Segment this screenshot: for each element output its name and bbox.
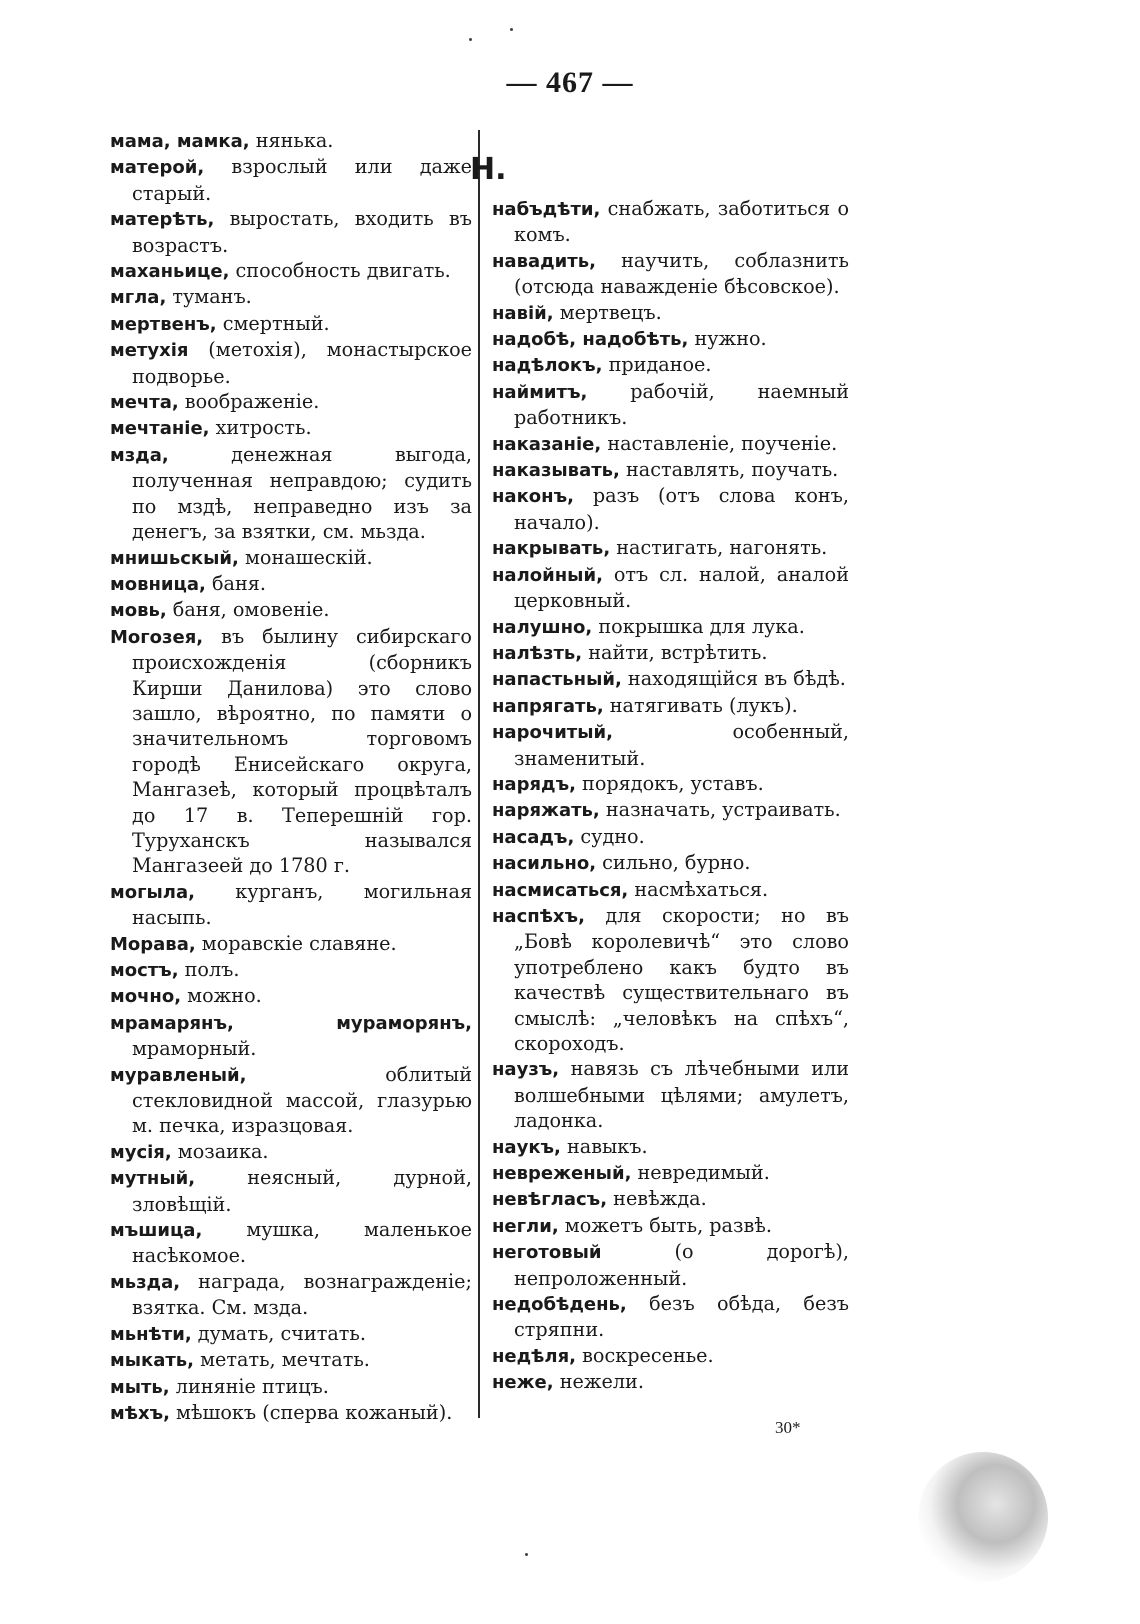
entry-definition: сильно, бурно. [596,851,751,875]
entry-definition: снабжать, заботиться о комъ. [514,197,849,247]
dictionary-entry [110,931,472,957]
dictionary-entry [492,1186,849,1212]
entry-headword: накрывать, [492,538,611,560]
entry-headword: насильно, [492,853,597,875]
entry-headword: наймитъ, [492,381,588,403]
entry-definition: метать, мечтать. [194,1348,370,1372]
dictionary-entry [492,877,849,903]
entry-headword: навадить, [492,250,596,272]
dictionary-entry [110,311,472,337]
entry-definition: способность двигать. [229,259,451,283]
dictionary-entry [492,431,849,457]
entry-headword: мъшица, [110,1220,203,1242]
entry-headword: надѣлокъ, [492,355,603,377]
dictionary-entry [110,389,472,415]
dictionary-entry [110,1165,472,1217]
entry-definition: награда, вознагражденіе; взятка. См. мзда. [132,1269,472,1320]
dictionary-entry [492,535,849,561]
entry-headword: мьзда, [110,1271,181,1293]
entry-headword: мечтаніе, [110,418,210,440]
entry-definition: особенный, знаменитый. [514,720,849,770]
dictionary-entry [492,1056,849,1133]
dictionary-entry [492,562,849,614]
right-column [470,130,849,1396]
entry-headword: могыла, [110,881,195,903]
entry-headword: нарядъ, [492,773,576,795]
entry-definition: невредимый. [631,1161,770,1185]
entry-definition: разъ (отъ слова конъ, начало). [514,484,849,534]
entry-definition: денежная выгода, полученная неправдою; судить по мздѣ, неправедно изъ за денегъ, за взятки, см. мьзда. [132,442,472,544]
page-number: — 467 — [506,66,634,99]
entry-definition: находящійся въ бѣдѣ. [621,667,846,691]
entry-headword: Морава, [110,933,196,955]
entry-definition: полъ. [178,958,240,981]
dictionary-entry [492,824,849,850]
entry-headword: мусія, [110,1141,172,1163]
entry-headword: мовница, [110,573,206,595]
entry-headword: недобѣдень, [492,1294,627,1316]
entry-definition: воскресенье. [576,1343,714,1367]
dictionary-entry [110,597,472,623]
footer-signature: 30* [775,1418,801,1437]
entry-headword: мыть, [110,1376,170,1398]
dictionary-entry [110,1374,472,1400]
entry-definition: порядокъ, уставъ. [575,771,764,795]
entry-definition: хитрость. [209,416,312,440]
entry-headword: мгла, [110,287,167,309]
entry-headword: Могозея, [110,626,204,648]
entry-headword: мечта, [110,392,179,414]
entry-definition: монашескій. [238,545,373,569]
entry-definition: нужно. [688,327,767,351]
entry-definition: покрышка для лука. [592,614,805,638]
dictionary-entry [492,1291,849,1343]
entry-headword: неготовый [492,1242,602,1264]
dictionary-entry [492,248,849,300]
dictionary-entry [110,415,472,441]
entry-definition: неясный, дурной, зловѣщій. [132,1166,472,1216]
entry-definition: навязь съ лѣчебными или волшебными цѣлями; амулетъ, ладонка. [514,1057,849,1133]
dictionary-entry [110,957,472,983]
entry-headword: наспѣхъ, [492,905,585,927]
entry-definition: навыкъ. [560,1134,648,1158]
entry-definition: (метохія), монастырское подворье. [132,338,472,388]
entry-definition: думать, считать. [191,1321,366,1345]
entry-definition: приданое. [602,353,712,377]
entry-definition: наставлять, поучать. [619,458,839,482]
column-divider [478,130,480,1418]
dictionary-entry [492,379,849,431]
entry-headword: мнишьскый, [110,547,239,569]
entry-definition: воображеніе. [178,390,320,414]
entry-definition: безъ обѣда, безъ стряпни. [514,1292,849,1342]
entry-headword: напрягать, [492,695,604,717]
dictionary-entry [492,300,849,326]
dictionary-entry [492,1343,849,1369]
entry-headword: мовь, [110,600,167,622]
entry-headword: неже, [492,1372,554,1394]
entry-headword: мочно, [110,986,182,1008]
entry-headword: наузъ, [492,1059,560,1081]
entry-headword: матерой, [110,157,205,179]
entry-headword: мьнѣти, [110,1323,192,1345]
entry-definition: линяніе птицъ. [169,1374,329,1398]
entry-definition: назначать, устраивать. [599,798,841,822]
entry-headword: наряжать, [492,800,600,822]
entry-headword: мзда, [110,444,169,466]
dictionary-entry [492,903,849,1056]
entry-definition: насмѣхаться. [628,877,769,901]
dictionary-entry [492,1369,849,1395]
entry-definition: баня. [205,571,266,595]
entry-headword: метухія [110,340,189,362]
entry-headword: недѣля, [492,1345,577,1367]
entry-definition: въ былину сибирскаго происхожденія (сборникъ Кирши Данилова) это слово зашло, вѣроятно, по памяти о значительномъ торговомъ городѣ Енисейскаго округа, Мангазеѣ, который процвѣталъ до 17 в. Теперешній гор. Туруханскъ назывался Мангазеей до 1780 г. [132,624,472,878]
entry-definition: туманъ. [166,285,252,309]
entry-headword: мутный, [110,1168,196,1190]
entry-definition: баня, омовеніе. [166,598,330,622]
dictionary-entry [492,771,849,797]
dictionary-entry [492,1239,849,1291]
speck [525,1553,528,1556]
entry-definition: судно. [574,824,645,848]
entry-headword: надобѣ, надобѣть, [492,329,689,351]
entry-definition: смертный. [216,311,330,335]
dictionary-entry [110,624,472,879]
entry-definition: найти, встрѣтить. [582,640,768,664]
dictionary-entry [110,1217,472,1269]
dictionary-entry [110,545,472,571]
dictionary-entry [492,797,849,823]
dictionary-entry [110,258,472,284]
entry-definition: моравскіе славяне. [195,931,397,955]
entry-headword: набъдѣти, [492,199,601,220]
dictionary-entry [492,693,849,719]
page-smudge [918,1452,1048,1582]
entry-definition: мраморный. [132,1037,257,1061]
entry-headword: навій, [492,302,554,324]
dictionary-entry [492,1213,849,1239]
dictionary-entry [492,719,849,771]
entry-headword: наукъ, [492,1136,561,1158]
entry-definition: курганъ, могильная насыпь. [132,879,472,930]
entry-headword: мѣхъ, [110,1402,170,1424]
entry-headword: насмисаться, [492,879,629,901]
entry-definition: мушка, маленькое насѣкомое. [132,1218,472,1268]
entry-definition: можно. [181,984,262,1008]
entry-headword: налойный, [492,564,603,586]
entry-headword: наконъ, [492,486,574,508]
dictionary-entry [110,1010,472,1062]
dictionary-entry [110,442,472,545]
entry-headword: муравленый, [110,1064,247,1086]
entry-headword: налушно, [492,616,593,638]
dictionary-entry [110,1347,472,1373]
entry-headword: мрамарянъ, мураморянъ, [110,1012,472,1034]
dictionary-entry [492,640,849,666]
dictionary-entry [492,457,849,483]
dictionary-entry [492,1160,849,1186]
entry-definition: наставленіе, поученіе. [601,431,838,455]
entry-headword: невѣгласъ, [492,1189,608,1211]
dictionary-entry [110,284,472,310]
dictionary-entry [110,983,472,1009]
entry-definition: мозаика. [171,1139,269,1163]
entry-definition: научить, соблазнить (отсюда наважденіе бѣсовское). [514,248,849,299]
entry-definition: выростать, входить въ возрастъ. [132,207,472,257]
dictionary-entry [110,154,472,206]
dictionary-entry [110,1269,472,1321]
dictionary-entry [492,850,849,876]
dictionary-entry [492,326,849,352]
dictionary-entry [492,1134,849,1160]
entry-definition: для скорости; но въ „Бовѣ королевичѣ“ это слово употреблено какъ будто въ качествѣ существительнаго въ смыслѣ: „человѣкъ на спѣхъ“, скороходъ. [514,903,849,1055]
dictionary-entry [110,1321,472,1347]
speck [469,38,472,41]
entry-headword: налѣзть, [492,642,583,664]
entry-headword: негли, [492,1215,559,1237]
entry-headword: мостъ, [110,960,179,981]
dictionary-entry [110,571,472,597]
entry-headword: нарочитый, [492,722,613,744]
entry-headword: матерѣть, [110,209,215,231]
dictionary-entry [492,352,849,378]
entry-headword: невреженый, [492,1163,632,1185]
dictionary-entry [110,1139,472,1165]
dictionary-entry [492,614,849,640]
entry-definition: настигать, нагонять. [610,536,828,560]
entry-definition: нянька. [249,129,334,152]
entry-definition: натягивать (лукъ). [603,693,798,717]
entry-definition: нежели. [553,1370,644,1394]
entry-definition: можетъ быть, развѣ. [558,1213,772,1237]
entry-definition: облитый стекловидной массой, глазурью м. печка, изразцовая. [132,1062,472,1138]
entry-definition: мѣшокъ (сперва кожаный). [169,1400,453,1424]
entry-definition: невѣжда. [607,1187,707,1211]
dictionary-entry [110,206,472,258]
section-heading: Н. [470,152,507,187]
entry-headword: маханьице, [110,261,230,283]
speck [510,28,513,31]
left-column [110,128,472,1426]
entry-definition: (о дорогѣ), непроложенный. [514,1240,849,1290]
entry-headword: напастьный, [492,669,622,691]
dictionary-entry [110,1400,472,1426]
dictionary-entry [110,128,472,154]
entry-headword: наказаніе, [492,433,602,455]
entry-definition: взрослый или даже старый. [132,155,472,205]
dictionary-entry [492,483,849,535]
entry-definition: отъ сл. налой, аналой церковный. [514,562,849,613]
entry-definition: рабочій, наемный работникъ. [514,379,849,430]
dictionary-entry [110,1062,472,1139]
dictionary-entry [492,666,849,692]
entry-headword: мыкать, [110,1350,195,1372]
entry-headword: насадъ, [492,826,575,848]
entry-headword: наказывать, [492,460,620,482]
entry-definition: мертвецъ. [553,300,662,324]
entry-headword: мама, мамка, [110,131,250,152]
dictionary-entry [492,196,849,248]
dictionary-entry [110,337,472,389]
dictionary-entry [110,879,472,931]
entry-headword: мертвенъ, [110,313,217,335]
